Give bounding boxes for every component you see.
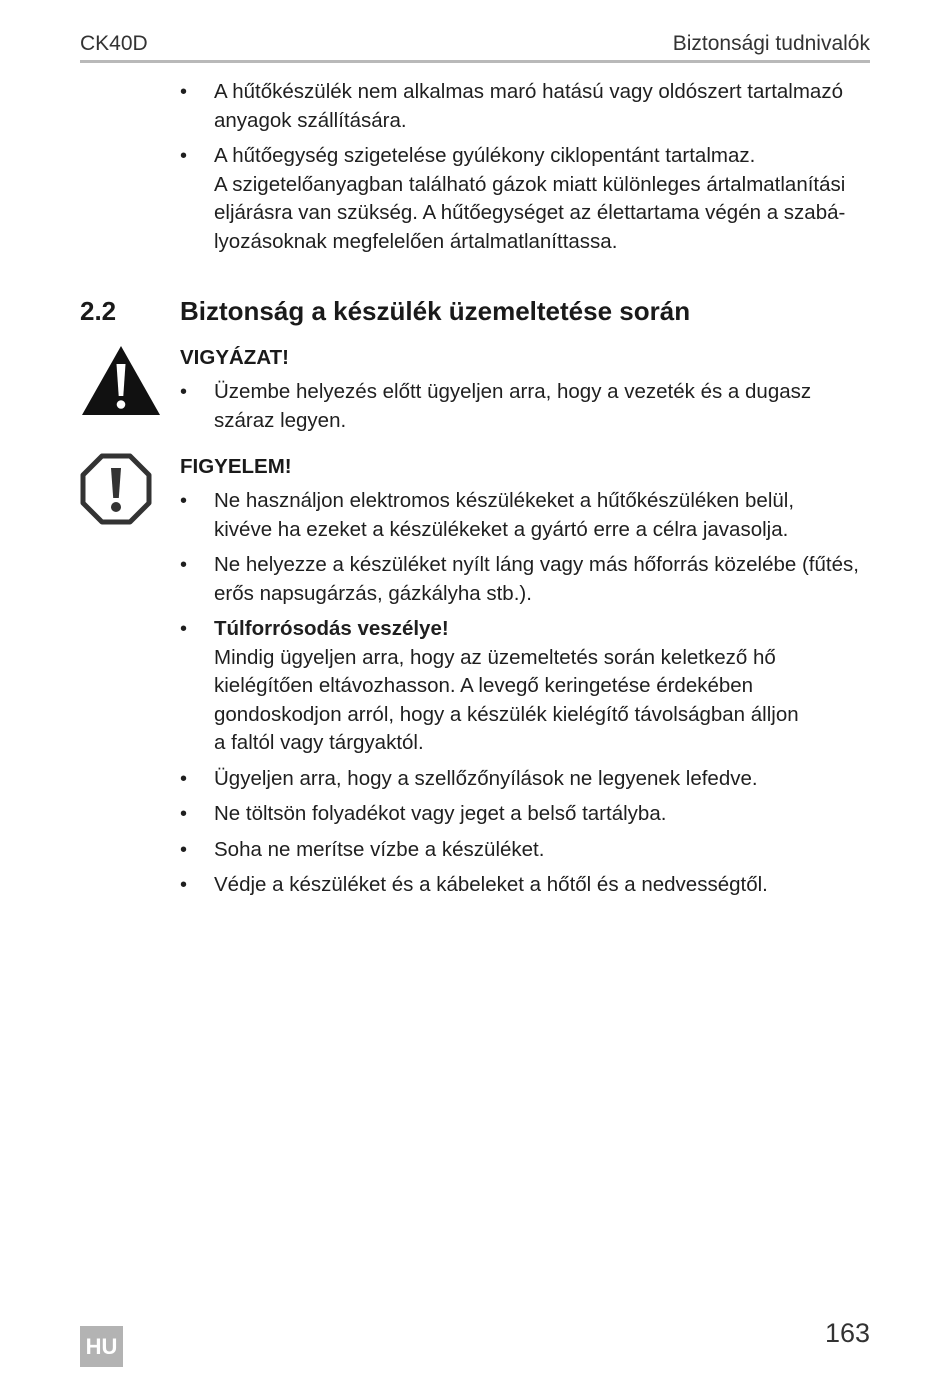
list-item	[180, 78, 870, 135]
notice-label: FIGYELEM!	[180, 455, 292, 478]
header-section-title: Biztonsági tudnivalók	[672, 32, 870, 55]
list-item-line: • A hűtőkészülék nem alkalmas maró hatású vagy oldószert tartalmazó	[214, 80, 843, 103]
list-item-line: kielégítően eltávozhasson. A levegő keringetése érdekében	[214, 674, 754, 697]
list-item-line: • Ne használjon elektromos készülékeket a hűtőkészüléken belül,	[214, 489, 795, 512]
caution-block	[80, 344, 870, 435]
notice-bullet-list	[180, 487, 870, 900]
list-item-line: A szigetelőanyagban található gázok miatt különleges ártalmatlanítási	[214, 172, 846, 196]
list-item-line: • Üzembe helyezés előtt ügyeljen arra, hogy a vezeték és a dugasz	[214, 380, 812, 403]
list-item-line: • Ne töltsön folyadékot vagy jeget a belső tartályba.	[214, 802, 667, 825]
list-item-line: száraz legyen.	[214, 408, 347, 432]
list-item	[180, 765, 870, 794]
list-item-line: eljárásra van szükség. A hűtőegységet az élettartama végén a szabá-	[214, 201, 846, 224]
list-item	[180, 142, 870, 256]
list-item-line: gondoskodjon arról, hogy a készülék kielégítő távolságban álljon	[214, 702, 799, 726]
caution-label: VIGYÁZAT!	[180, 346, 289, 369]
list-item-line: a faltól vagy tárgyaktól.	[214, 731, 424, 754]
list-item-line: • Ügyeljen arra, hogy a szellőzőnyílások ne legyenek lefedve.	[214, 766, 758, 790]
notice-block	[80, 453, 870, 900]
octagon-exclamation-icon	[80, 453, 152, 525]
list-item-line: • Védje a készüléket és a kábeleket a hőtől és a nedvességtől.	[214, 873, 768, 896]
list-item	[180, 615, 870, 758]
list-item	[180, 487, 870, 544]
list-item-line: anyagok szállítására.	[214, 108, 407, 132]
intro-section	[180, 78, 870, 256]
page-header	[80, 30, 870, 63]
list-item	[180, 871, 870, 900]
caution-bullet-list	[180, 378, 870, 435]
list-item-line: kivéve ha ezeket a készülékeket a gyártó erre a célra javasolja.	[214, 517, 789, 541]
section-heading	[80, 296, 870, 330]
list-item	[180, 551, 870, 608]
list-item	[180, 378, 870, 435]
header-model: CK40D	[80, 32, 148, 55]
page-number: 163	[824, 1318, 870, 1348]
intro-bullet-list	[180, 78, 870, 256]
list-item-line: • Ne helyezze a készüléket nyílt láng vagy más hőforrás közelébe (fűtés,	[214, 553, 859, 576]
list-item-line: lyozásoknak megfelelően ártalmatlaníttassa.	[214, 229, 618, 253]
list-item	[180, 836, 870, 865]
list-item	[180, 800, 870, 829]
list-item-line: Mindig ügyeljen arra, hogy az üzemeltetés során keletkező hő	[214, 645, 776, 669]
warning-triangle-icon	[80, 344, 162, 418]
list-item-line: • Soha ne merítse vízbe a készüléket.	[214, 837, 545, 861]
list-item-line: erős napsugárzás, gázkályha stb.).	[214, 581, 532, 605]
list-item-line: • A hűtőegység szigetelése gyúlékony ciklopentánt tartalmaz.	[214, 144, 756, 167]
language-badge: HU	[80, 1326, 123, 1367]
page-content	[80, 78, 870, 907]
section-title: Biztonság a készülék üzemeltetése során	[180, 296, 691, 326]
list-item-title: • Túlforrósodás veszélye!	[214, 617, 449, 640]
section-number: 2.2	[80, 296, 117, 326]
